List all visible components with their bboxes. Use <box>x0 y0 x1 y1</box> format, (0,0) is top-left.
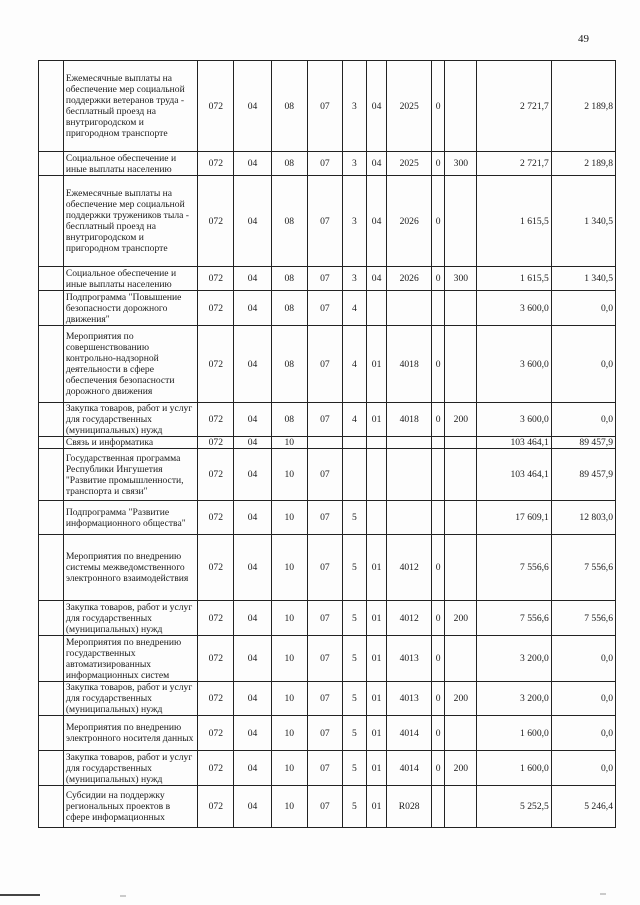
table-row <box>39 403 616 437</box>
actual-amount-cell: 0,0 <box>551 326 615 403</box>
code-direction-cell: 2026 <box>387 267 431 291</box>
code-program-cell: 07 <box>307 326 342 403</box>
item-name-cell: Закупка товаров, работ и услуг для государственных (муниципальных) нужд <box>63 682 197 716</box>
actual-amount-cell: 2 189,8 <box>551 61 615 152</box>
actual-amount-cell: 7 556,6 <box>551 601 615 636</box>
code-subprogram-cell: 3 <box>342 152 366 176</box>
code-direction-cell <box>387 291 431 326</box>
code-admin-cell: 072 <box>198 152 234 176</box>
item-name-cell: Мероприятия по внедрению государственных автоматизированных информационных систем <box>63 636 197 682</box>
code-main-event-cell: 01 <box>366 751 387 786</box>
planned-amount-cell: 2 721,7 <box>477 61 551 152</box>
code-digit-cell <box>431 786 444 828</box>
planned-amount-cell: 7 556,6 <box>477 535 551 601</box>
code-subsection-cell: 10 <box>271 535 307 601</box>
code-subprogram-cell: 5 <box>342 601 366 636</box>
blank-index-cell <box>39 501 64 535</box>
code-subsection-cell: 10 <box>271 437 307 449</box>
table-row <box>39 267 616 291</box>
item-name-cell: Субсидии на поддержку региональных проектов в сфере информационных <box>63 786 197 828</box>
blank-index-cell <box>39 61 64 152</box>
planned-amount-cell: 1 615,5 <box>477 267 551 291</box>
code-expense-type-cell <box>445 449 477 501</box>
code-subprogram-cell: 5 <box>342 636 366 682</box>
actual-amount-cell: 0,0 <box>551 751 615 786</box>
planned-amount-cell: 3 200,0 <box>477 682 551 716</box>
table-row <box>39 437 616 449</box>
code-direction-cell: R028 <box>387 786 431 828</box>
code-direction-cell <box>387 449 431 501</box>
code-program-cell: 07 <box>307 291 342 326</box>
code-direction-cell: 2026 <box>387 176 431 267</box>
table-row <box>39 751 616 786</box>
code-digit-cell: 0 <box>431 716 444 751</box>
code-subprogram-cell: 5 <box>342 535 366 601</box>
item-name-cell: Подпрограмма "Повышение безопасности дорожного движения" <box>63 291 197 326</box>
planned-amount-cell: 103 464,1 <box>477 437 551 449</box>
code-subprogram-cell: 3 <box>342 267 366 291</box>
code-subsection-cell: 08 <box>271 61 307 152</box>
code-subprogram-cell <box>342 449 366 501</box>
code-program-cell: 07 <box>307 535 342 601</box>
code-admin-cell: 072 <box>198 636 234 682</box>
item-name-cell: Подпрограмма "Развитие информационного общества" <box>63 501 197 535</box>
actual-amount-cell: 1 340,5 <box>551 267 615 291</box>
code-digit-cell: 0 <box>431 61 444 152</box>
code-subsection-cell: 08 <box>271 267 307 291</box>
code-program-cell: 07 <box>307 267 342 291</box>
code-subsection-cell: 10 <box>271 501 307 535</box>
table-row <box>39 61 616 152</box>
blank-index-cell <box>39 682 64 716</box>
code-section-cell: 04 <box>234 152 271 176</box>
code-admin-cell: 072 <box>198 716 234 751</box>
code-direction-cell: 4018 <box>387 403 431 437</box>
code-subprogram-cell <box>342 437 366 449</box>
code-admin-cell: 072 <box>198 437 234 449</box>
code-expense-type-cell: 200 <box>445 751 477 786</box>
code-main-event-cell: 01 <box>366 535 387 601</box>
code-direction-cell: 4014 <box>387 751 431 786</box>
code-admin-cell: 072 <box>198 403 234 437</box>
planned-amount-cell: 3 600,0 <box>477 291 551 326</box>
code-expense-type-cell <box>445 326 477 403</box>
actual-amount-cell: 1 340,5 <box>551 176 615 267</box>
code-section-cell: 04 <box>234 291 271 326</box>
blank-index-cell <box>39 267 64 291</box>
code-main-event-cell: 01 <box>366 786 387 828</box>
code-subsection-cell: 08 <box>271 326 307 403</box>
code-direction-cell: 4012 <box>387 601 431 636</box>
item-name-cell: Закупка товаров, работ и услуг для государственных (муниципальных) нужд <box>63 751 197 786</box>
budget-table <box>38 60 616 828</box>
code-main-event-cell: 01 <box>366 601 387 636</box>
code-admin-cell: 072 <box>198 326 234 403</box>
actual-amount-cell: 0,0 <box>551 682 615 716</box>
code-digit-cell: 0 <box>431 152 444 176</box>
code-subprogram-cell: 5 <box>342 682 366 716</box>
actual-amount-cell: 5 246,4 <box>551 786 615 828</box>
page-number: 49 <box>578 33 589 45</box>
blank-index-cell <box>39 437 64 449</box>
item-name-cell: Мероприятия по внедрению электронного носителя данных <box>63 716 197 751</box>
actual-amount-cell: 0,0 <box>551 291 615 326</box>
code-section-cell: 04 <box>234 601 271 636</box>
code-section-cell: 04 <box>234 716 271 751</box>
code-direction-cell: 2025 <box>387 152 431 176</box>
code-subprogram-cell: 5 <box>342 501 366 535</box>
item-name-cell: Закупка товаров, работ и услуг для государственных (муниципальных) нужд <box>63 601 197 636</box>
code-admin-cell: 072 <box>198 786 234 828</box>
blank-index-cell <box>39 751 64 786</box>
code-section-cell: 04 <box>234 267 271 291</box>
code-digit-cell: 0 <box>431 176 444 267</box>
code-expense-type-cell: 300 <box>445 152 477 176</box>
code-main-event-cell: 01 <box>366 682 387 716</box>
code-direction-cell: 2025 <box>387 61 431 152</box>
code-section-cell: 04 <box>234 61 271 152</box>
planned-amount-cell: 2 721,7 <box>477 152 551 176</box>
code-main-event-cell: 01 <box>366 326 387 403</box>
code-subprogram-cell: 5 <box>342 786 366 828</box>
code-main-event-cell: 04 <box>366 152 387 176</box>
item-name-cell: Мероприятия по совершенствованию контрольно-надзорной деятельности в сфере обеспечения безопасности дорожного движения <box>63 326 197 403</box>
blank-index-cell <box>39 636 64 682</box>
item-name-cell: Социальное обеспечение и иные выплаты населению <box>63 152 197 176</box>
code-digit-cell: 0 <box>431 535 444 601</box>
code-program-cell: 07 <box>307 501 342 535</box>
code-section-cell: 04 <box>234 403 271 437</box>
blank-index-cell <box>39 291 64 326</box>
code-program-cell: 07 <box>307 601 342 636</box>
item-name-cell: Мероприятия по внедрению системы межведомственного электронного взаимодействия <box>63 535 197 601</box>
code-program-cell <box>307 437 342 449</box>
code-subsection-cell: 10 <box>271 716 307 751</box>
code-subsection-cell: 08 <box>271 176 307 267</box>
actual-amount-cell: 89 457,9 <box>551 449 615 501</box>
code-subsection-cell: 08 <box>271 403 307 437</box>
item-name-cell: Ежемесячные выплаты на обеспечение мер социальной поддержки ветеранов труда - бесплатный проезд на внутригородском и пригородном транспорте <box>63 61 197 152</box>
table-row <box>39 501 616 535</box>
code-digit-cell: 0 <box>431 326 444 403</box>
code-subsection-cell: 10 <box>271 682 307 716</box>
actual-amount-cell: 12 803,0 <box>551 501 615 535</box>
code-main-event-cell <box>366 501 387 535</box>
code-section-cell: 04 <box>234 176 271 267</box>
actual-amount-cell: 0,0 <box>551 716 615 751</box>
blank-index-cell <box>39 176 64 267</box>
code-program-cell: 07 <box>307 636 342 682</box>
table-row <box>39 682 616 716</box>
table-row <box>39 716 616 751</box>
table-row <box>39 291 616 326</box>
code-program-cell: 07 <box>307 176 342 267</box>
actual-amount-cell: 2 189,8 <box>551 152 615 176</box>
code-expense-type-cell: 300 <box>445 267 477 291</box>
code-program-cell: 07 <box>307 449 342 501</box>
planned-amount-cell: 5 252,5 <box>477 786 551 828</box>
blank-index-cell <box>39 152 64 176</box>
actual-amount-cell: 89 457,9 <box>551 437 615 449</box>
code-subsection-cell: 10 <box>271 601 307 636</box>
code-section-cell: 04 <box>234 786 271 828</box>
code-program-cell: 07 <box>307 152 342 176</box>
code-digit-cell: 0 <box>431 601 444 636</box>
code-direction-cell: 4014 <box>387 716 431 751</box>
code-expense-type-cell <box>445 716 477 751</box>
item-name-cell: Государственная программа Республики Ингушетия "Развитие промышленности, транспорта и связи" <box>63 449 197 501</box>
code-main-event-cell: 01 <box>366 716 387 751</box>
code-program-cell: 07 <box>307 403 342 437</box>
code-admin-cell: 072 <box>198 535 234 601</box>
table-row <box>39 326 616 403</box>
table-row <box>39 636 616 682</box>
planned-amount-cell: 3 600,0 <box>477 326 551 403</box>
code-admin-cell: 072 <box>198 601 234 636</box>
code-program-cell: 07 <box>307 786 342 828</box>
code-direction-cell: 4013 <box>387 682 431 716</box>
code-subprogram-cell: 5 <box>342 751 366 786</box>
code-section-cell: 04 <box>234 326 271 403</box>
code-subprogram-cell: 3 <box>342 61 366 152</box>
code-main-event-cell <box>366 449 387 501</box>
code-expense-type-cell <box>445 61 477 152</box>
planned-amount-cell: 1 600,0 <box>477 751 551 786</box>
table-row <box>39 601 616 636</box>
blank-index-cell <box>39 716 64 751</box>
actual-amount-cell: 0,0 <box>551 636 615 682</box>
code-digit-cell: 0 <box>431 682 444 716</box>
blank-index-cell <box>39 601 64 636</box>
code-subsection-cell: 10 <box>271 636 307 682</box>
planned-amount-cell: 1 600,0 <box>477 716 551 751</box>
code-section-cell: 04 <box>234 636 271 682</box>
planned-amount-cell: 3 200,0 <box>477 636 551 682</box>
item-name-cell: Ежемесячные выплаты на обеспечение мер социальной поддержки тружеников тыла - бесплатный проезд на внутригородском и пригородном транспорте <box>63 176 197 267</box>
code-digit-cell <box>431 291 444 326</box>
code-digit-cell <box>431 437 444 449</box>
code-admin-cell: 072 <box>198 751 234 786</box>
code-admin-cell: 072 <box>198 291 234 326</box>
code-expense-type-cell <box>445 291 477 326</box>
table-row <box>39 535 616 601</box>
code-digit-cell: 0 <box>431 403 444 437</box>
table-row <box>39 786 616 828</box>
code-expense-type-cell <box>445 535 477 601</box>
code-program-cell: 07 <box>307 751 342 786</box>
code-program-cell: 07 <box>307 716 342 751</box>
code-subsection-cell: 10 <box>271 449 307 501</box>
blank-index-cell <box>39 535 64 601</box>
code-program-cell: 07 <box>307 682 342 716</box>
code-direction-cell <box>387 501 431 535</box>
code-section-cell: 04 <box>234 751 271 786</box>
code-section-cell: 04 <box>234 535 271 601</box>
code-expense-type-cell: 200 <box>445 682 477 716</box>
code-admin-cell: 072 <box>198 449 234 501</box>
code-subsection-cell: 10 <box>271 751 307 786</box>
blank-index-cell <box>39 786 64 828</box>
code-section-cell: 04 <box>234 437 271 449</box>
planned-amount-cell: 103 464,1 <box>477 449 551 501</box>
code-main-event-cell: 01 <box>366 403 387 437</box>
code-subsection-cell: 08 <box>271 152 307 176</box>
code-section-cell: 04 <box>234 501 271 535</box>
code-subprogram-cell: 4 <box>342 403 366 437</box>
code-expense-type-cell <box>445 437 477 449</box>
code-admin-cell: 072 <box>198 501 234 535</box>
code-main-event-cell <box>366 291 387 326</box>
code-admin-cell: 072 <box>198 267 234 291</box>
code-digit-cell: 0 <box>431 751 444 786</box>
code-program-cell: 07 <box>307 61 342 152</box>
code-subprogram-cell: 4 <box>342 326 366 403</box>
table-row <box>39 449 616 501</box>
code-direction-cell: 4018 <box>387 326 431 403</box>
code-digit-cell: 0 <box>431 636 444 682</box>
code-main-event-cell: 01 <box>366 636 387 682</box>
scan-artifact <box>0 892 640 898</box>
actual-amount-cell: 0,0 <box>551 403 615 437</box>
code-section-cell: 04 <box>234 449 271 501</box>
code-digit-cell: 0 <box>431 267 444 291</box>
code-section-cell: 04 <box>234 682 271 716</box>
code-expense-type-cell <box>445 636 477 682</box>
code-subprogram-cell: 3 <box>342 176 366 267</box>
table-row <box>39 176 616 267</box>
code-admin-cell: 072 <box>198 682 234 716</box>
code-expense-type-cell <box>445 501 477 535</box>
code-expense-type-cell <box>445 176 477 267</box>
blank-index-cell <box>39 326 64 403</box>
code-main-event-cell <box>366 437 387 449</box>
code-subprogram-cell: 5 <box>342 716 366 751</box>
code-subsection-cell: 10 <box>271 786 307 828</box>
code-main-event-cell: 04 <box>366 267 387 291</box>
code-main-event-cell: 04 <box>366 61 387 152</box>
code-direction-cell <box>387 437 431 449</box>
code-expense-type-cell: 200 <box>445 403 477 437</box>
planned-amount-cell: 7 556,6 <box>477 601 551 636</box>
code-expense-type-cell: 200 <box>445 601 477 636</box>
blank-index-cell <box>39 449 64 501</box>
table-row <box>39 152 616 176</box>
blank-index-cell <box>39 403 64 437</box>
code-main-event-cell: 04 <box>366 176 387 267</box>
code-admin-cell: 072 <box>198 61 234 152</box>
code-direction-cell: 4012 <box>387 535 431 601</box>
item-name-cell: Закупка товаров, работ и услуг для государственных (муниципальных) нужд <box>63 403 197 437</box>
code-subsection-cell: 08 <box>271 291 307 326</box>
planned-amount-cell: 3 600,0 <box>477 403 551 437</box>
planned-amount-cell: 1 615,5 <box>477 176 551 267</box>
code-digit-cell <box>431 501 444 535</box>
item-name-cell: Социальное обеспечение и иные выплаты населению <box>63 267 197 291</box>
code-admin-cell: 072 <box>198 176 234 267</box>
code-digit-cell <box>431 449 444 501</box>
actual-amount-cell: 7 556,6 <box>551 535 615 601</box>
item-name-cell: Связь и информатика <box>63 437 197 449</box>
code-subprogram-cell: 4 <box>342 291 366 326</box>
code-expense-type-cell <box>445 786 477 828</box>
planned-amount-cell: 17 609,1 <box>477 501 551 535</box>
code-direction-cell: 4013 <box>387 636 431 682</box>
